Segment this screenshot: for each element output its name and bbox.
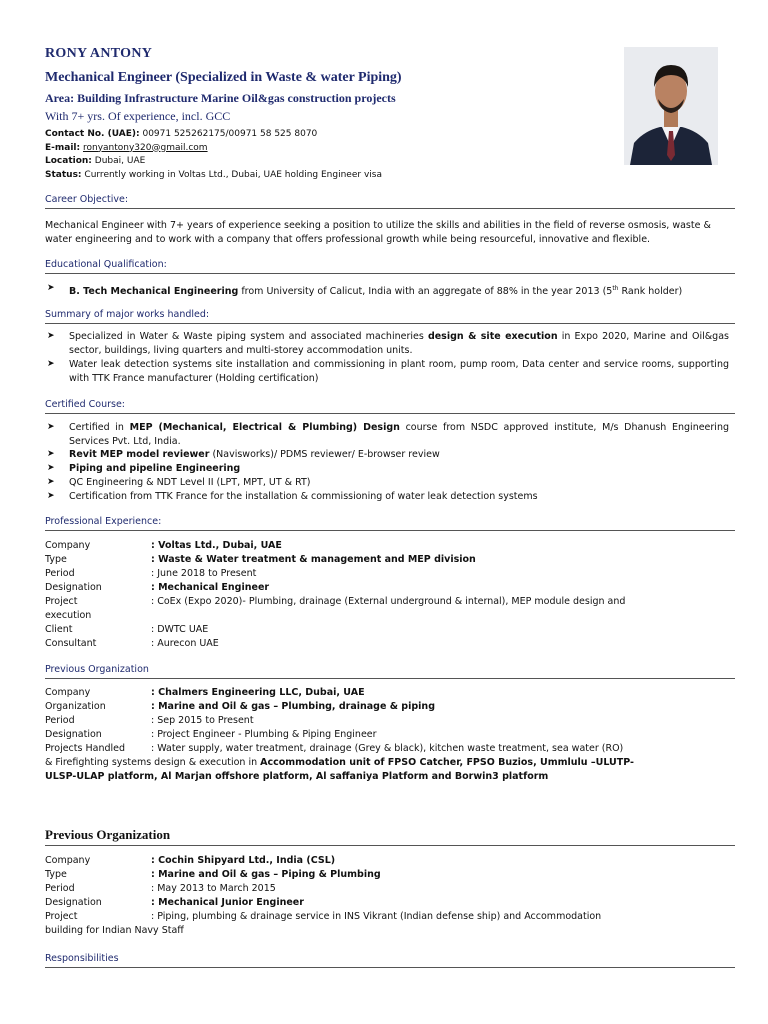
section-summary: Summary of major works handled: [45, 309, 735, 324]
arrow-bullet-icon: ➤ [47, 491, 55, 501]
company-value: : Cochin Shipyard Ltd., India (CSL) [151, 855, 336, 866]
certificate-text: course from NSDC approved institute, M/s Dhanush Engineering Services Pvt. Ltd, India. [69, 422, 729, 447]
contact-line [45, 128, 382, 142]
field-label: Period [45, 883, 75, 894]
certificate-item [47, 448, 729, 462]
projects-bold: Accommodation unit of FPSO Catcher, FPSO Buzios, Ummlulu –ULUTP- [260, 757, 634, 768]
certificate-bold: Piping and pipeline Engineering [69, 463, 241, 474]
email-line [45, 142, 382, 156]
field-label: Company [45, 855, 91, 866]
certificate-text: Certified in [69, 422, 130, 433]
projects-continued [45, 756, 634, 770]
field-label: Organization [45, 701, 106, 712]
status-label: Status: [45, 169, 82, 180]
previous-job-2 [45, 854, 735, 944]
arrow-bullet-icon: ➤ [47, 449, 55, 459]
certificate-item [47, 476, 729, 490]
certificate-text: QC Engineering & NDT Level II (LPT, MPT, UT & RT) [69, 477, 311, 488]
current-job [45, 539, 735, 654]
field-label: Designation [45, 897, 102, 908]
certificate-text: Certification from TTK France for the installation & commissioning of water leak detection systems [69, 491, 538, 502]
contact-block [45, 128, 382, 182]
field-label: Consultant [45, 638, 97, 649]
field-label: Designation [45, 729, 102, 740]
organization-value: : Marine and Oil & gas – Plumbing, drainage & piping [151, 701, 435, 712]
location-line [45, 155, 382, 169]
career-objective-text: Mechanical Engineer with 7+ years of experience seeking a position to utilize the skills and abilities in the field of reverse osmosis, waste & water engineering and to work with a company that offers professional growth while being resourceful, innovative and flexible. [45, 220, 711, 245]
arrow-bullet-icon: ➤ [47, 283, 55, 293]
project-value: : CoEx (Expo 2020)- Plumbing, drainage (External underground & internal), MEP module design and [151, 596, 626, 607]
summary-text: Specialized in Water & Waste piping system and associated machineries [69, 331, 428, 342]
designation-value: : Project Engineer - Plumbing & Piping Engineer [151, 729, 377, 740]
section-career-objective: Career Objective: [45, 194, 735, 209]
arrow-bullet-icon: ➤ [47, 331, 55, 341]
project-continued: building for Indian Navy Staff [45, 925, 184, 936]
arrow-bullet-icon: ➤ [47, 477, 55, 487]
arrow-bullet-icon: ➤ [47, 422, 55, 432]
field-label: Company [45, 540, 91, 551]
type-value: : Waste & Water treatment & management and MEP division [151, 554, 476, 565]
field-label: Company [45, 687, 91, 698]
certificate-bold: Revit MEP model reviewer [69, 449, 210, 460]
section-previous-organization-2: Previous Organization [45, 827, 735, 846]
status-value: Currently working in Voltas Ltd., Dubai, UAE holding Engineer visa [84, 169, 382, 180]
field-label: Type [45, 869, 67, 880]
certificate-text: (Navisworks)/ PDMS reviewer/ E-browser review [209, 449, 440, 460]
field-label: Client [45, 624, 73, 635]
previous-job [45, 686, 735, 786]
projects-continued: ULSP-ULAP platform, Al Marjan offshore platform, Al saffaniya Platform and Borwin3 platform [45, 771, 549, 782]
experience-summary: With 7+ yrs. Of experience, incl. GCC [45, 109, 231, 123]
section-certified-course: Certified Course: [45, 399, 735, 414]
location-label: Location: [45, 156, 92, 166]
certificate-bold: MEP (Mechanical, Electrical & Plumbing) Design [129, 422, 400, 433]
location-value: Dubai, UAE [94, 156, 146, 166]
field-label: Period [45, 568, 75, 579]
arrow-bullet-icon: ➤ [47, 463, 55, 473]
projects-text: & Firefighting systems design & execution in [45, 757, 261, 768]
summary-text: in Expo 2020, Marine and Oil&gas sector, buildings, living quarters and multi-storey accommodation units. [69, 331, 729, 356]
education-item [47, 282, 729, 299]
company-value: : Voltas Ltd., Dubai, UAE [151, 540, 282, 551]
summary-bold: design & site execution [427, 331, 558, 342]
status-line [45, 169, 382, 183]
field-label: Projects Handled [45, 743, 126, 754]
field-label: Project [45, 911, 78, 922]
degree: B. Tech Mechanical Engineering [69, 286, 239, 298]
client-value: : DWTC UAE [151, 624, 209, 635]
project-value: : Piping, plumbing & drainage service in INS Vikrant (Indian defense ship) and Accommodation [151, 911, 602, 922]
contact-value: 00971 525262175/00971 58 525 8070 [142, 129, 318, 139]
headline: Mechanical Engineer (Specialized in Waste & water Piping) [45, 70, 402, 85]
projects-value: : Water supply, water treatment, drainage (Grey & black), kitchen waste treatment, sea water (RO) [151, 743, 624, 754]
email-label: E-mail: [45, 142, 81, 153]
field-label: Period [45, 715, 75, 726]
field-label: Project [45, 596, 78, 607]
section-education: Educational Qualification: [45, 259, 735, 274]
section-responsibilities: Responsibilities [45, 953, 735, 968]
certificate-item [47, 490, 729, 504]
type-value: : Marine and Oil & gas – Piping & Plumbing [151, 869, 381, 880]
portrait-illustration [624, 47, 718, 165]
period-value: : June 2018 to Present [151, 568, 257, 579]
designation-value: : Mechanical Junior Engineer [151, 897, 304, 908]
contact-label: Contact No. (UAE): [45, 129, 140, 139]
certificate-item [47, 462, 729, 476]
project-continued: execution [45, 610, 92, 621]
email-link[interactable]: ronyantony320@gmail.com [82, 142, 208, 153]
certificate-item [47, 421, 729, 448]
summary-item [47, 330, 729, 357]
rank-suffix: th [612, 285, 619, 292]
work-area: Area: Building Infrastructure Marine Oil&gas construction projects [45, 91, 396, 105]
period-value: : May 2013 to March 2015 [151, 883, 276, 894]
consultant-value: : Aurecon UAE [151, 638, 219, 649]
company-value: : Chalmers Engineering LLC, Dubai, UAE [151, 687, 365, 698]
field-label: Type [45, 554, 67, 565]
summary-text: Water leak detection systems site installation and commissioning in plant room, pump room, Data center and service rooms, supporting with TTK France manufacturer (Holding certification) [69, 359, 729, 384]
section-previous-organization: Previous Organization [45, 664, 735, 679]
candidate-name: RONY ANTONY [45, 46, 153, 61]
period-value: : Sep 2015 to Present [151, 715, 254, 726]
field-label: Designation [45, 582, 102, 593]
section-professional-experience: Professional Experience: [45, 516, 735, 531]
profile-photo [624, 47, 718, 165]
arrow-bullet-icon: ➤ [47, 359, 55, 369]
degree-details: from University of Calicut, India with an aggregate of 88% in the year 2013 (5 [238, 286, 613, 298]
designation-value: : Mechanical Engineer [151, 582, 270, 593]
rank-text: Rank holder) [618, 286, 683, 298]
summary-item [47, 358, 729, 385]
